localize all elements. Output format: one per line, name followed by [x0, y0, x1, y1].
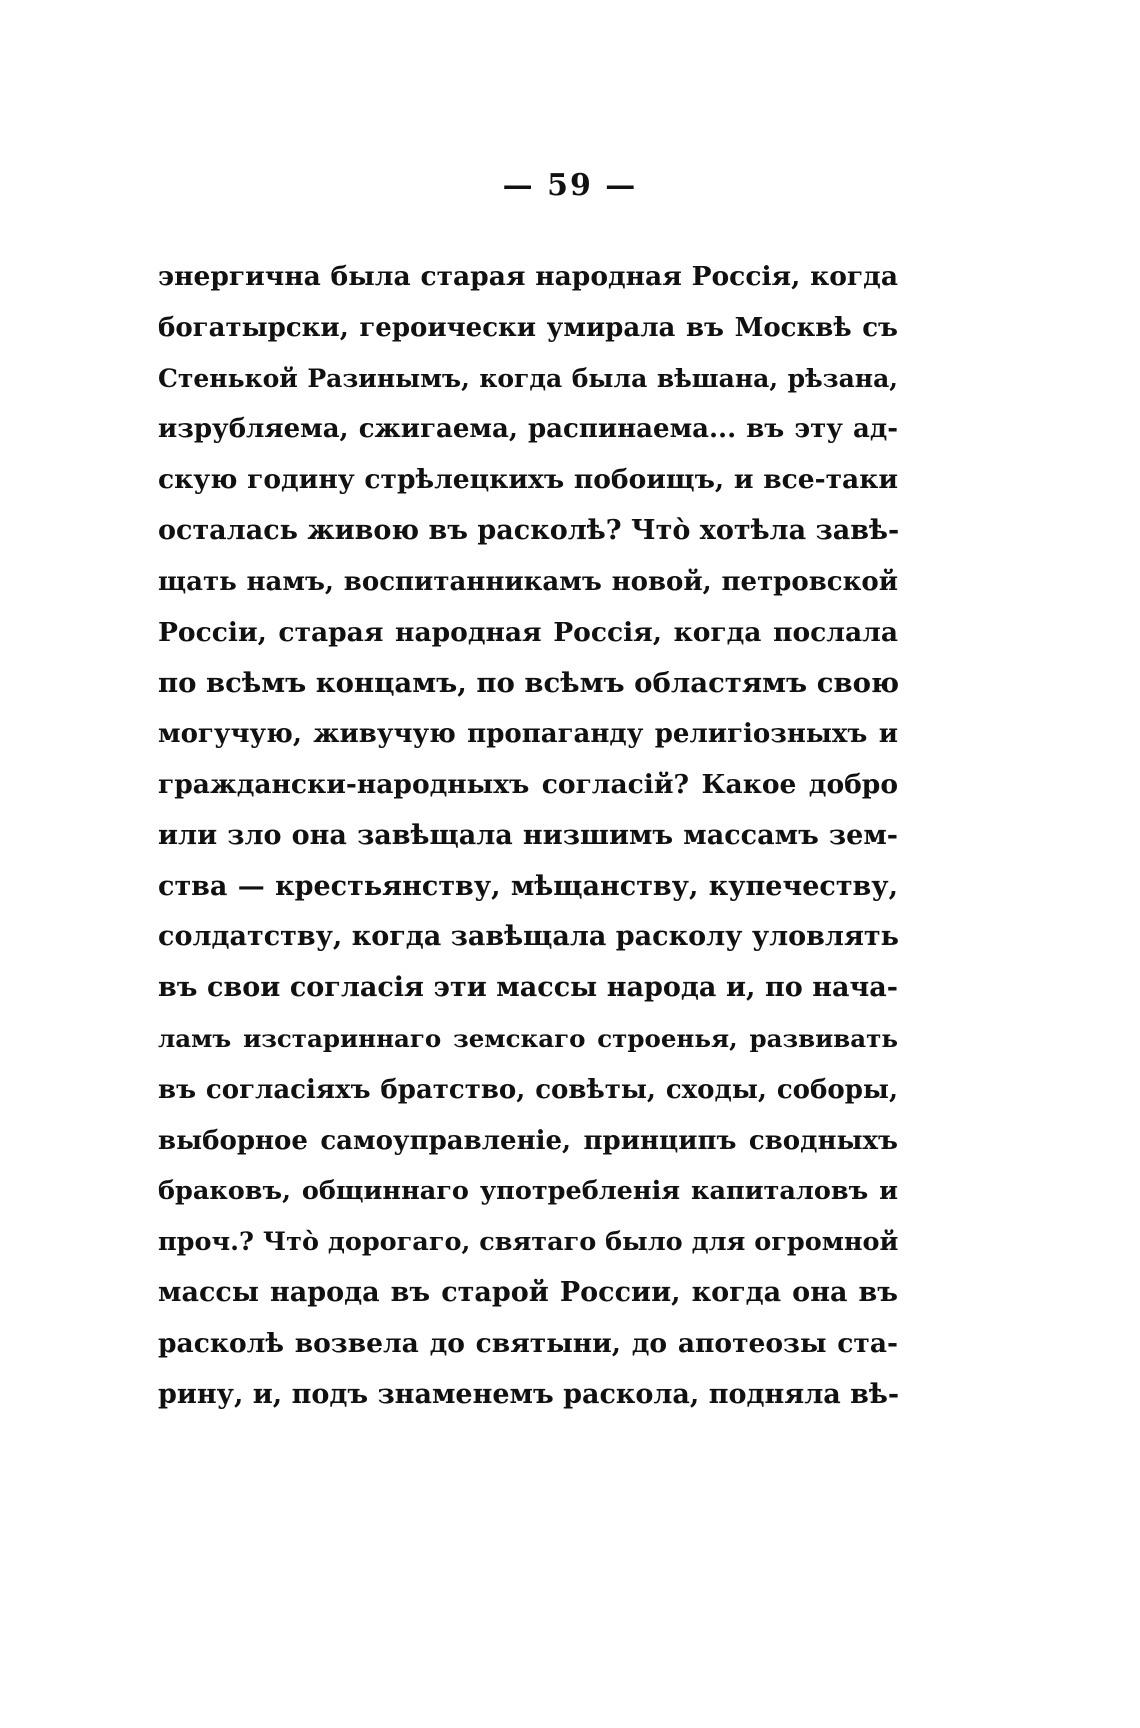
text-line: энергична была старая народная Россія, когда — [158, 261, 898, 292]
text-line: скую годину стрѣлецкихъ побоищъ, и все-таки — [158, 464, 898, 496]
text-line: изрубляема, сжигаема, распинаема... въ эту ад- — [158, 414, 898, 445]
text-line: въ согласіяхъ братство, совѣты, сходы, соборы, — [158, 1074, 898, 1105]
text-line: осталась живою въ расколѣ? Чтò хотѣла завѣ- — [158, 514, 900, 546]
text-line: Стенькой Разинымъ, когда была вѣшана, рѣзана, — [158, 363, 898, 393]
text-line: рину, и, подъ знаменемъ раскола, подняла вѣ- — [158, 1378, 900, 1410]
text-line: щать намъ, воспитанникамъ новой, петровской — [158, 566, 898, 597]
page-number: — 59 — — [502, 168, 638, 203]
text-line: ства — крестьянству, мѣщанству, купечеству, — [158, 870, 898, 902]
body-text — [158, 252, 898, 1420]
text-line: могучую, живучую пропаганду религіозныхъ и — [158, 719, 898, 750]
text-line: въ свои согласія эти массы народа и, по нача- — [158, 972, 898, 1004]
text-line: расколѣ возвела до святыни, до апотеозы ста- — [158, 1327, 898, 1359]
text-line: солдатству, когда завѣщала расколу уловлять — [158, 921, 899, 953]
text-line: браковъ, общиннаго употребленія капиталовъ и — [158, 1176, 898, 1207]
text-line: выборное самоуправленіе, принципъ сводныхъ — [158, 1125, 898, 1156]
text-line: или зло она завѣщала низшимъ массамъ зем- — [158, 819, 898, 851]
text-line: по всѣмъ концамъ, по всѣмъ областямъ свою — [158, 667, 900, 700]
text-line: Россіи, старая народная Россія, когда послала — [158, 616, 898, 648]
text-line: богатырски, героически умирала въ Москвѣ съ — [158, 312, 898, 343]
text-line: проч.? Чтò дорогаго, святаго было для огромной — [158, 1227, 899, 1258]
text-line: ламъ изстариннаго земскаго строенья, развивать — [158, 1023, 898, 1053]
text-line: граждански-народныхъ согласій? Какое добро — [158, 768, 898, 800]
text-line: массы народа въ старой России, когда она въ — [158, 1276, 898, 1308]
